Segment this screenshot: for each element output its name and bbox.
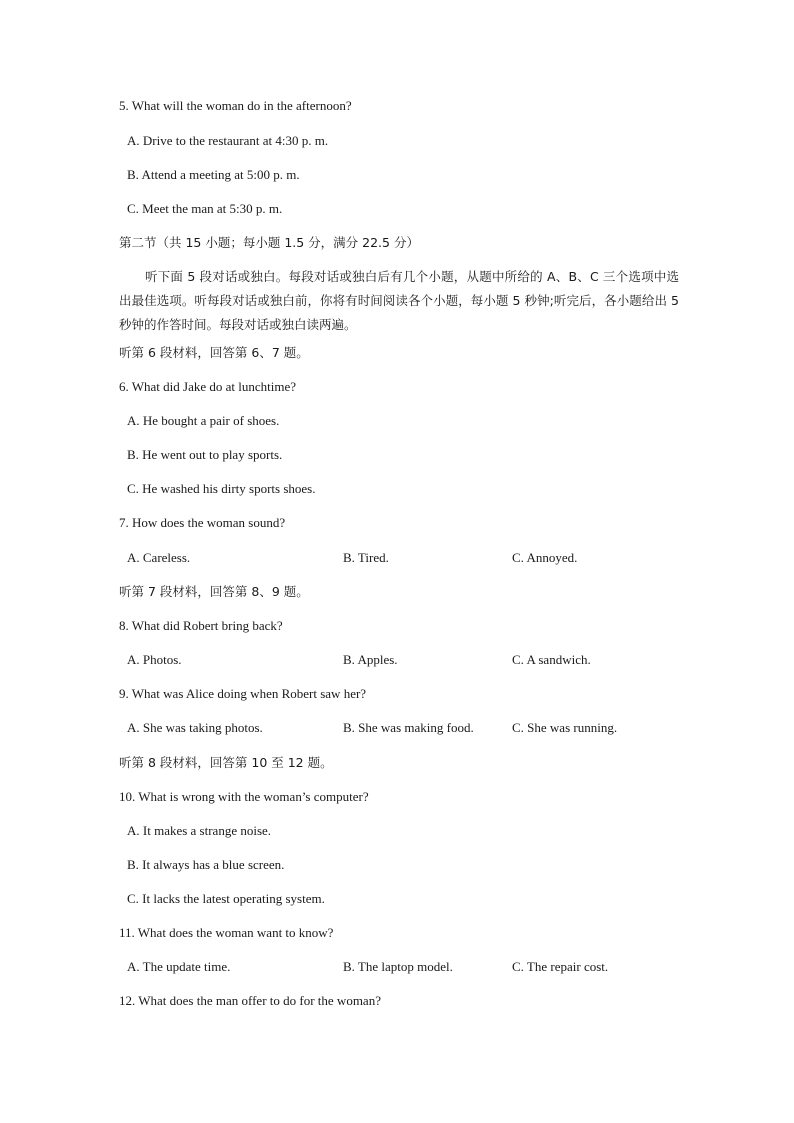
q9-option-c: C. She was running.: [512, 720, 618, 735]
q5-option-c: C. Meet the man at 5:30 p. m.: [127, 201, 283, 216]
q10-option-a: A. It makes a strange noise.: [127, 823, 272, 838]
dialog-8-heading: 听第 8 段材料，回答第 10 至 12 题。: [119, 755, 333, 770]
q7-option-a: A. Careless.: [127, 550, 191, 565]
q8-option-c: C. A sandwich.: [512, 652, 591, 667]
section-2-heading: 第二节（共 15 小题；每小题 1.5 分，满分 22.5 分）: [119, 235, 419, 250]
q6-option-c: C. He washed his dirty sports shoes.: [127, 481, 316, 496]
question-7: 7. How does the woman sound?: [119, 515, 286, 530]
dialog-7-heading: 听第 7 段材料，回答第 8、9 题。: [119, 584, 309, 599]
q7-option-b: B. Tired.: [343, 550, 389, 565]
q6-option-b: B. He went out to play sports.: [127, 447, 283, 462]
q10-option-c: C. It lacks the latest operating system.: [127, 891, 325, 906]
question-9: 9. What was Alice doing when Robert saw her?: [119, 686, 367, 701]
q5-option-b: B. Attend a meeting at 5:00 p. m.: [127, 167, 300, 182]
q6-option-a: A. He bought a pair of shoes.: [127, 413, 280, 428]
q7-option-c: C. Annoyed.: [512, 550, 578, 565]
q8-option-b: B. Apples.: [343, 652, 398, 667]
q9-option-a: A. She was taking photos.: [127, 720, 263, 735]
q10-option-b: B. It always has a blue screen.: [127, 857, 285, 872]
question-11: 11. What does the woman want to know?: [119, 925, 334, 940]
q11-option-a: A. The update time.: [127, 959, 231, 974]
dialog-6-heading: 听第 6 段材料，回答第 6、7 题。: [119, 345, 309, 360]
q11-option-c: C. The repair cost.: [512, 959, 609, 974]
section-2-instructions: 听下面 5 段对话或独白。每段对话或独白后有几个小题，从题中所给的 A、B、C 三个选项中选出最佳选项。听每段对话或独白前，你将有时间阅读各个小题，每小题 5 秒钟;听完后，各小题给出 5 秒钟的作答时间。每段对话或独白读两遍。: [119, 269, 679, 332]
q5-option-a: A. Drive to the restaurant at 4:30 p. m.: [127, 133, 329, 148]
q9-option-b: B. She was making food.: [343, 720, 474, 735]
question-12: 12. What does the man offer to do for the woman?: [119, 993, 381, 1008]
question-8: 8. What did Robert bring back?: [119, 618, 283, 633]
question-6: 6. What did Jake do at lunchtime?: [119, 379, 297, 394]
q11-option-b: B. The laptop model.: [343, 959, 453, 974]
q8-option-a: A. Photos.: [127, 652, 182, 667]
question-10: 10. What is wrong with the woman’s computer?: [119, 789, 369, 804]
question-5: 5. What will the woman do in the afternoon?: [119, 98, 352, 113]
